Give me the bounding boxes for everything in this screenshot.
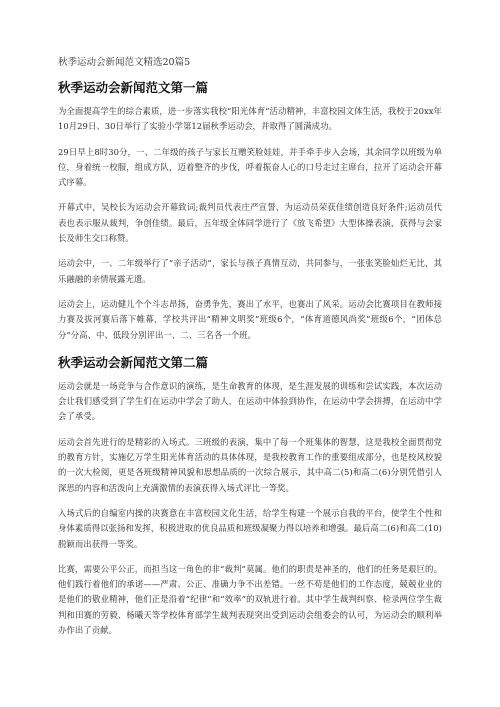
- paragraph: 入场式后的自编室内操的决赛意在丰富校园文化生活，给学生构建一个展示自我的平台，使学生个性和身体素质得以张扬和发挥，积极进取的优良品质和班级凝聚力得以培养和增强。最后高二(6)和高二(10)脱颖而出获得一等奖。: [58, 507, 442, 549]
- paragraph: 29日早上8时30分，一、二年级的孩子与家长互赠笑脸娃娃，并手牵手步入会场，其余同学以班级为单位，身着统一校服，组成方队，迈着整齐的步伐，呼着振奋人心的口号走过主席台，拉开了运动会开幕式序幕。: [58, 146, 442, 188]
- section-heading: 秋季运动会新闻范文第二篇: [58, 354, 209, 370]
- document-title: 秋季运动会新闻范文精选20篇5: [58, 57, 191, 68]
- paragraph: 运动会首先进行的是精彩的入场式。三班级的表演，集中了每一个班集体的智慧，这是我校全面贯彻党的教育方针，实施亿万学生阳光体育活动的具体体现，是我校教育工作的重要组成部分，也是校风校貌的一次大检阅，更是各班级精神风貌和思想品质的一次综合展示，其中高二(5)和高二(6)分别凭借引人深思的内容和活泼向上充满激情的表演获得入场式评比一等奖。: [58, 436, 442, 493]
- paragraph: 运动会中，一、二年级举行了“亲子活动”，家长与孩子真情互动，共同参与，一张张笑脸灿烂无比，其乐融融的亲情展露无遗。: [58, 258, 442, 284]
- paragraph: 运动会上，运动健儿个个斗志昂扬，奋勇争先，赛出了水平，也赛出了风采。运动会比赛项目在教师接力赛及拔河赛后落下帷幕，学校共评出“精神文明奖”班级6个，“体育道德风尚奖”班级6个，“团体总分”分高、中、低段分别评出一、二、三名各一个班。: [58, 298, 442, 340]
- paragraph: 开幕式中，吴校长为运动会开幕致词;裁判员代表庄严宣誓，为运动员荣获佳绩创造良好条件;运动员代表也表示服从裁判，争创佳绩。最后，五年级全体同学进行了《放飞希望》大型体操表演，获得与会家长及师生交口称赞。: [58, 202, 442, 244]
- paragraph: 为全面提高学生的综合素质，进一步落实我校“阳光体育”活动精神，丰富校园文体生活，我校于20xx年10月29日、30日举行了实验小学第12届秋季运动会，并取得了圆满成功。: [58, 106, 442, 132]
- paragraph: 比赛，需要公平公正，而担当这一角色的非“裁判”莫属。他们的职责是神圣的，他们的任务是艰巨的。他们践行着他们的承诺——严肃、公正、准确力争不出差错。一丝不苟是他们的工作态度，兢兢业业的是他们的敬业精神，他们正是沿着“纪律”和“效率”的双轨进行着。其中学生裁判纠察、检录两位学生裁判和田赛的劳毅、杨曦天等学校体育部学生裁判表现突出受到运动会组委会的认可，为运动会的顺利举办作出了贡献。: [58, 563, 442, 636]
- paragraph: 运动会就是一场竞争与合作意识的演练，是生命教育的体现，是生涯发展的训练和尝试实践，本次运动会让我们感受到了学生们在运动中学会了助人，在运动中体验到协作，在运动中学会拼搏，在运动中学会了承受。: [58, 380, 442, 422]
- section-heading: 秋季运动会新闻范文第一篇: [58, 80, 209, 95]
